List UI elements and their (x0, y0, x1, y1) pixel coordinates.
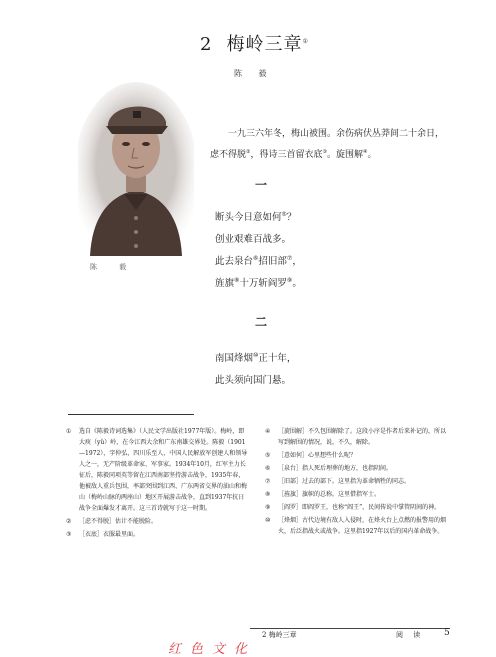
footnote-ref: ③ (322, 149, 327, 155)
author-portrait (78, 78, 194, 256)
footnote-mark: ① (66, 428, 72, 435)
footnote-mark: ④ (265, 428, 271, 435)
footnote (265, 489, 447, 500)
footnote-ref: ④ (363, 149, 368, 155)
footnote-mark: ⑤ (265, 452, 271, 459)
footnote-mark: ⑩ (265, 517, 271, 524)
footnote-mark: ⑧ (265, 491, 271, 498)
portrait-caption: 陈 毅 (90, 263, 137, 271)
footnote (66, 529, 250, 540)
footnote-text: ［衣底］衣服最里面。 (79, 531, 140, 538)
preface-text: 一九三六年冬，梅山被围。余伤病伏丛莽间二十余日，虑不得脱 (210, 129, 445, 160)
poem-line: 创业艰难百战多。 (215, 234, 292, 246)
section-heading-two: 二 (255, 315, 268, 329)
footnote (265, 426, 447, 448)
footnote-text: ［旧部］过去的部下。这里指为革命牺牲的同志。 (278, 478, 411, 485)
poem-stanza-two (215, 346, 296, 390)
author: 陈 毅 (234, 69, 274, 78)
footnote-mark: ⑥ (265, 465, 271, 472)
footnote-text: ［烽烟］古代边境有敌人入侵时，在烽火台上点燃的报警用的烟火，后泛指战火或战争。这里指1927年以后的国内革命战争。 (278, 517, 447, 535)
section-heading-one: 一 (255, 178, 268, 192)
poem-stanza-one (215, 205, 302, 294)
lesson-number: 2 (200, 34, 213, 55)
handwritten-annotation: 红色文化 (168, 642, 257, 657)
footnotes-left (66, 426, 250, 542)
footnote-mark: ② (66, 518, 72, 525)
footnote (265, 476, 447, 487)
footnote-mark: ⑦ (265, 478, 271, 485)
footnote-ref: ② (246, 149, 251, 155)
footnote (66, 426, 250, 514)
footnote (265, 515, 447, 537)
footnote-text: ［虑不得脱］估计不能脱险。 (79, 518, 158, 525)
footnote (66, 516, 250, 527)
footnote (265, 463, 447, 474)
footnote-divider (68, 414, 194, 415)
footnote (265, 502, 447, 513)
footnotes-right (265, 426, 447, 539)
title-footnote-ref: ① (302, 38, 309, 45)
poem-line: 此头须向国门悬。 (215, 375, 292, 387)
footnote-text: ［阎罗］即阎罗王，也称“阎王”，民间传说中掌管阴间的神。 (278, 504, 441, 511)
footnote-text: ［意如何］心里想些什么呢？ (278, 452, 357, 459)
page-title (200, 30, 309, 56)
footer-rule (250, 628, 450, 629)
poem-line: 南国烽烟⑩正十年， (215, 352, 297, 365)
preface-text: ，得诗三首留衣底 (250, 150, 323, 160)
footer-lesson-label: 2 梅岭三章 (262, 631, 297, 639)
footnote-text: ［旌旗］旗帜的总称。这里借指军士。 (278, 491, 381, 498)
footnote-text: ［泉台］指人死后埋葬的地方，也指阴间。 (278, 465, 393, 472)
footnote-mark: ⑨ (265, 504, 271, 511)
footnote (265, 450, 447, 461)
preface-text: 。 (367, 150, 377, 160)
page-number: 5 (444, 628, 450, 638)
lesson-title: 梅岭三章 (226, 34, 303, 55)
poem-line: 此去泉台⑥招旧部⑦， (215, 255, 302, 268)
footnote-mark: ③ (66, 531, 72, 538)
poem-preface (210, 125, 450, 164)
poem-line: 断头今日意如何⑤？ (215, 211, 297, 224)
poem-line: 旌旗⑧十万斩阎罗⑨。 (215, 277, 302, 290)
footer-section-label: 阅 读 (396, 631, 425, 639)
preface-text: 。旋围解 (327, 150, 364, 160)
footnote-text: ［旋围解］不久包围解除了。这段小序是作者后来补记的，所以写到解围的情况，说，不久，解除。 (278, 428, 447, 446)
footnote-text: 选自《陈毅诗词选集》（人民文学出版社1977年版）。梅岭，即大庾（yǔ）岭，在今江西大余和广东南雄交界处。陈毅（1901—1972），字仲弘，四川乐至人，中国人民解放军创建人和领导人之一，无产阶级革命家、军事家。1934年10月，红军主力长征后，陈毅同项英等留在江西南部坚持游击战争，1935年春，他被敌人重兵包围，率部突围到江西、广东两省交界的油山和梅山（梅岭山脉的两座山）地区开展游击战争，直到1937年抗日战争全面爆发才离开。这三首诗就写于这一时期。 (79, 428, 248, 512)
